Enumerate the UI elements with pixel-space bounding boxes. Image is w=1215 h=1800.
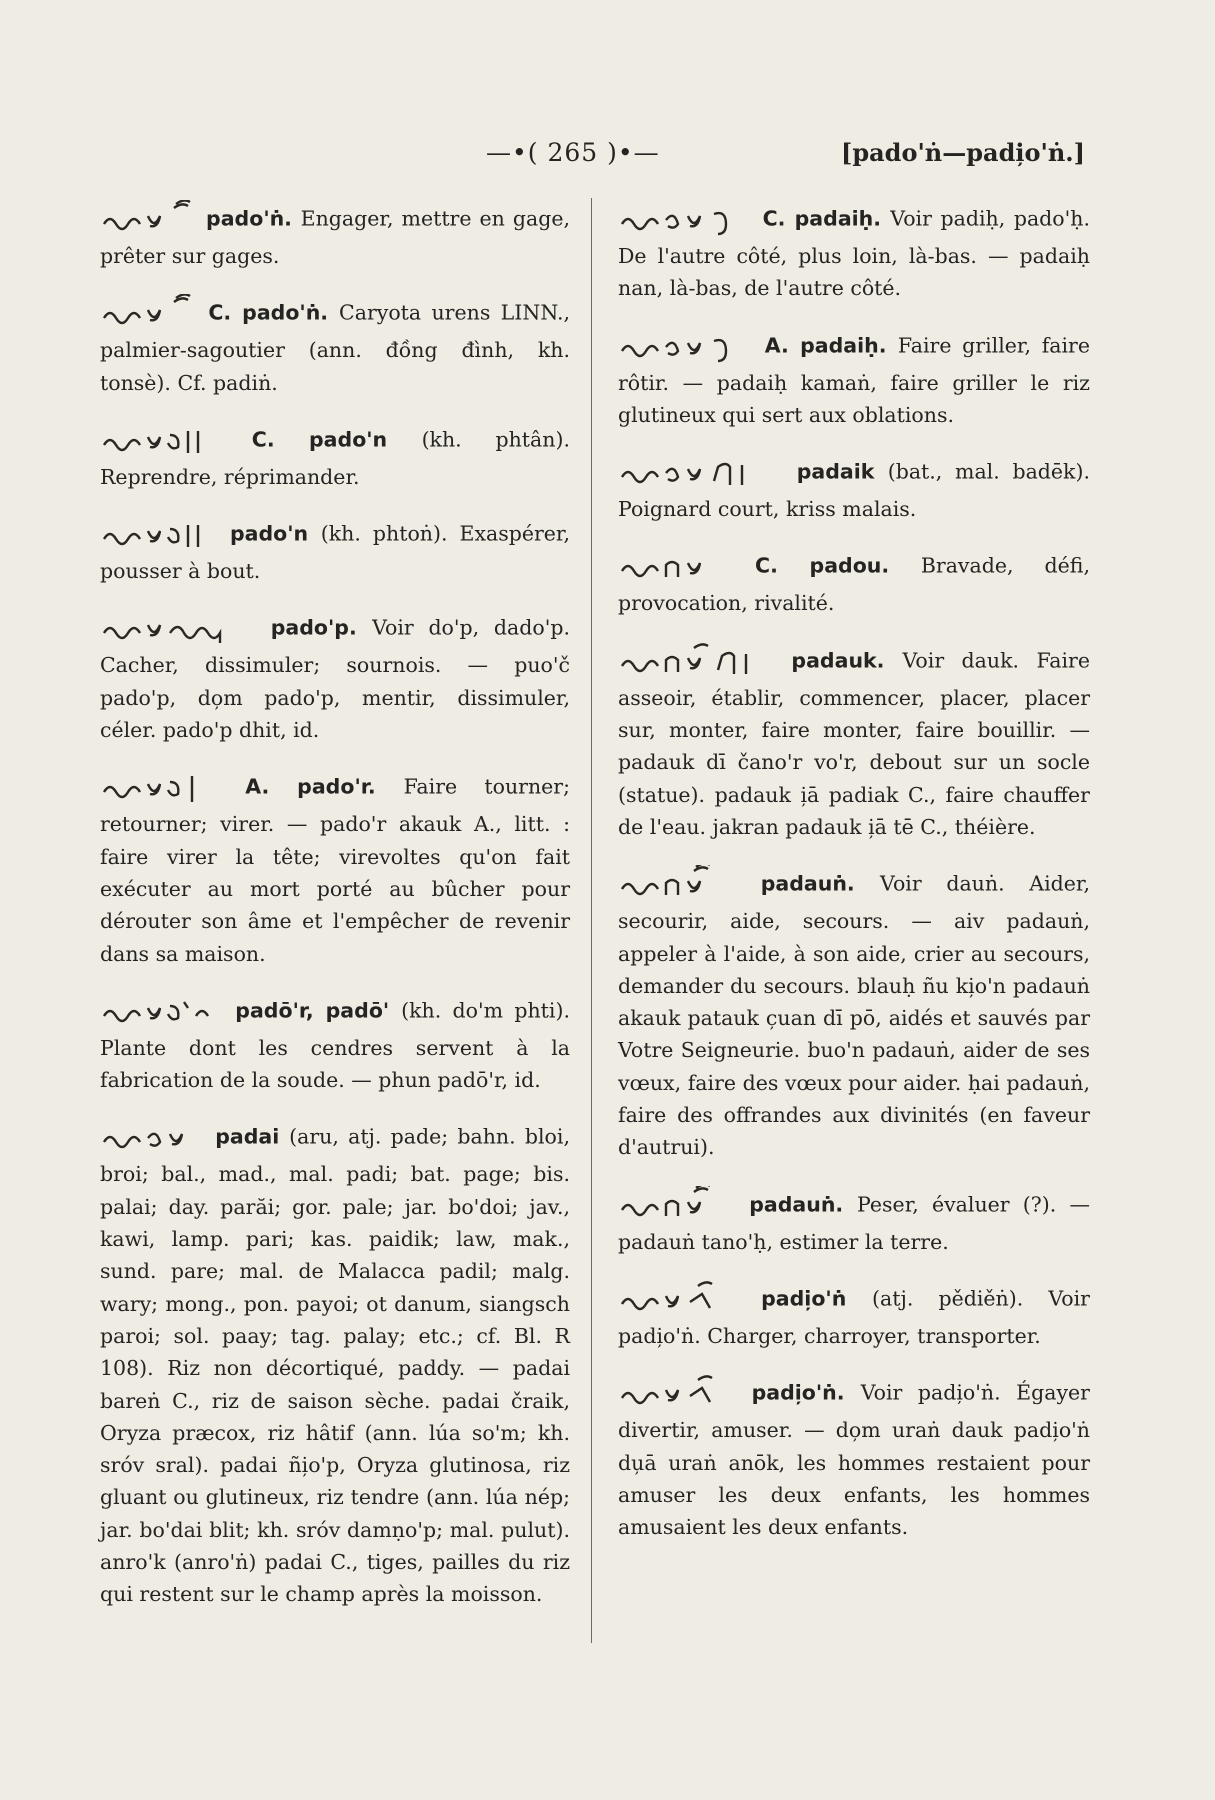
dictionary-entry [618, 642, 1090, 843]
entry-headword: C. padaiḥ. [762, 206, 891, 231]
dictionary-entry [618, 865, 1090, 1163]
right-column [618, 200, 1090, 1565]
entry-definition: Voir dauk. Faire asseoir, établir, commencer, placer, placer sur, monter, faire monter, faire bouillir. — padauk dī čano'r vo'r, debout sur un socle (statue). padauk i̦ā padiak C., faire chauffer de l'eau. jakran padauk i̦ā tē C., théière. [618, 648, 1090, 839]
entry-headword: padauṅ. [749, 1192, 858, 1217]
entry-headword: padi̦o'ṅ [761, 1286, 873, 1311]
cham-script-glyph [100, 992, 218, 1032]
dictionary-entry [100, 200, 570, 272]
entry-headword: pado'n [230, 521, 321, 546]
entry-headword: padaik [796, 459, 888, 484]
dictionary-entry [100, 421, 570, 493]
entry-headword: pado'ṅ. [206, 206, 301, 231]
cham-script-glyph [618, 453, 778, 493]
entry-definition: (kh. phtoṅ). Exaspérer, pousser à bout. [100, 521, 570, 584]
cham-script-glyph [100, 200, 192, 240]
entry-headword: C. pado'n [251, 427, 422, 452]
entry-definition: Voir padi̦o'ṅ. Égayer divertir, amuser. — do̦m uraṅ dauk padi̦o'ṅ du̦ā uraṅ anōk, les hommes restaient pour amuser les deux enfants, les hommes amusaient les deux enfants. [618, 1380, 1090, 1540]
left-column [100, 200, 570, 1633]
entry-definition: (kh. do'm phti). Plante dont les cendres servent à la fabrication de la soude. — phun padō'r, id. [100, 998, 570, 1093]
cham-script-glyph [618, 1280, 730, 1320]
dictionary-entry [100, 294, 570, 399]
entry-definition: Peser, évaluer (?). — padauṅ tano'ḥ, estimer la terre. [618, 1192, 1090, 1254]
dictionary-entry [100, 515, 570, 587]
cham-script-glyph [100, 768, 212, 808]
entry-definition: Bravade, défi, provocation, rivalité. [618, 553, 1090, 616]
dictionary-entry [100, 1118, 570, 1610]
entry-headword: padi̦o'ṅ. [751, 1380, 861, 1405]
entry-definition: (kh. phtân). Reprendre, réprimander. [100, 427, 570, 489]
dictionary-entry [100, 992, 570, 1097]
entry-definition: Faire tourner; retourner; virer. — pado'r akauk A., litt. : faire virer la tête; virevoltes qu'on fait exécuter au mort porté au bûcher pour dérouter son âme et l'empêcher de revenir dans sa maison. [100, 774, 570, 966]
entry-definition: Voir dauṅ. Aider, secourir, aide, secours. — aiv padauṅ, appeler à l'aide, à son aide, crier au secours, demander du secours. blauḥ ñu ki̦o'n padauṅ akauk patauk c̦uan dī pō, aidés et sauvés par Votre Seigneurie. buo'n padauṅ, aider de ses vœux, faire des vœux pour aider. ḥai padauṅ, faire des offrandes aux divinités (en faveur d'autrui). [618, 871, 1090, 1160]
entry-definition: (bat., mal. badēk). Poignard court, kriss malais. [618, 459, 1090, 522]
entry-headword: C. pado'ṅ. [208, 300, 340, 325]
dictionary-entry [618, 547, 1090, 619]
cham-script-glyph [618, 865, 730, 905]
entry-definition: Voir do'p, dado'p. Cacher, dissimuler; sournois. — puo'č pado'p, do̦m pado'p, mentir, dissimuler, céler. pado'p dhit, id. [100, 615, 570, 743]
entry-headword: A. padaiḥ. [764, 333, 898, 358]
cham-script-glyph [100, 421, 212, 461]
dictionary-entry [618, 200, 1090, 305]
running-head: [pado'ṅ—padi̦o'ṅ.] [840, 138, 1085, 167]
page-number: —•( 265 )•— [486, 138, 660, 167]
dictionary-entry [618, 1374, 1090, 1543]
dictionary-entry [618, 1280, 1090, 1352]
cham-script-glyph [100, 1118, 200, 1158]
entry-definition: Caryota urens LINN., palmier-sagoutier (ann. đồng đình, kh. tonsè). Cf. padiṅ. [100, 300, 570, 395]
entry-headword: padai [215, 1124, 290, 1149]
entry-headword: padauṅ. [760, 871, 881, 896]
entry-definition: Voir padiḥ, pado'ḥ. De l'autre côté, plus loin, là-bas. — padaiḥ nan, là-bas, de l'autre côté. [618, 206, 1090, 301]
cham-script-glyph [100, 515, 212, 555]
cham-script-glyph [100, 609, 250, 649]
entry-definition: (atj. pědiěṅ). Voir padi̦o'ṅ. Charger, charroyer, transporter. [618, 1286, 1090, 1348]
entry-headword: C. padou. [755, 553, 921, 578]
column-divider [591, 198, 592, 1643]
entry-definition: Faire griller, faire rôtir. — padaiḥ kamaṅ, faire griller le riz glutineux qui sert aux oblations. [618, 333, 1090, 427]
cham-script-glyph [618, 327, 748, 367]
cham-script-glyph [618, 547, 718, 587]
entry-headword: padauk. [791, 648, 903, 673]
entry-definition: (aru, atj. pade; bahn. bloi, broi; bal., mad., mal. padi; bat. page; bis. palai; day. parăi; gor. pale; jar. bo'doi; jav., kawi, lamp. pari; kas. paidik; law, mak., sund. pare; mal. de Malacca padil; malg. wary; mong., pon. payoi; ot danum, siangsch paroi; sol. paay; tag. palay; etc.; cf. Bl. R 108). Riz non décortiqué, paddy. — padai bareṅ C., riz de saison sèche. padai čraik, Oryza præcox, riz hâtif (ann. lúa so'm; kh. sróv sral). padai ñi̦o'p, Oryza glutinosa, riz gluant ou glutineux, riz tendre (ann. lúa nép; jar. bo'dai blit; kh. sróv damṇo'p; mal. pulut). anro'k (anro'ṅ) padai C., tiges, pailles du riz qui restent sur le champ après la moisson. [100, 1124, 570, 1607]
cham-script-glyph [618, 200, 748, 240]
entry-headword: A. pado'r. [245, 774, 404, 799]
dictionary-entry [618, 1186, 1090, 1258]
cham-script-glyph [618, 1186, 730, 1226]
page-header [0, 138, 1215, 174]
cham-script-glyph [100, 294, 192, 334]
entry-headword: pado'p. [270, 615, 373, 640]
entry-definition: Engager, mettre en gage, prêter sur gages. [100, 206, 571, 268]
cham-script-glyph [618, 642, 768, 682]
dictionary-entry [100, 609, 570, 746]
dictionary-entry [100, 768, 570, 969]
entry-headword: padō'r, padō' [235, 998, 402, 1023]
dictionary-entry [618, 453, 1090, 525]
dictionary-entry [618, 327, 1090, 432]
cham-script-glyph [618, 1374, 730, 1414]
